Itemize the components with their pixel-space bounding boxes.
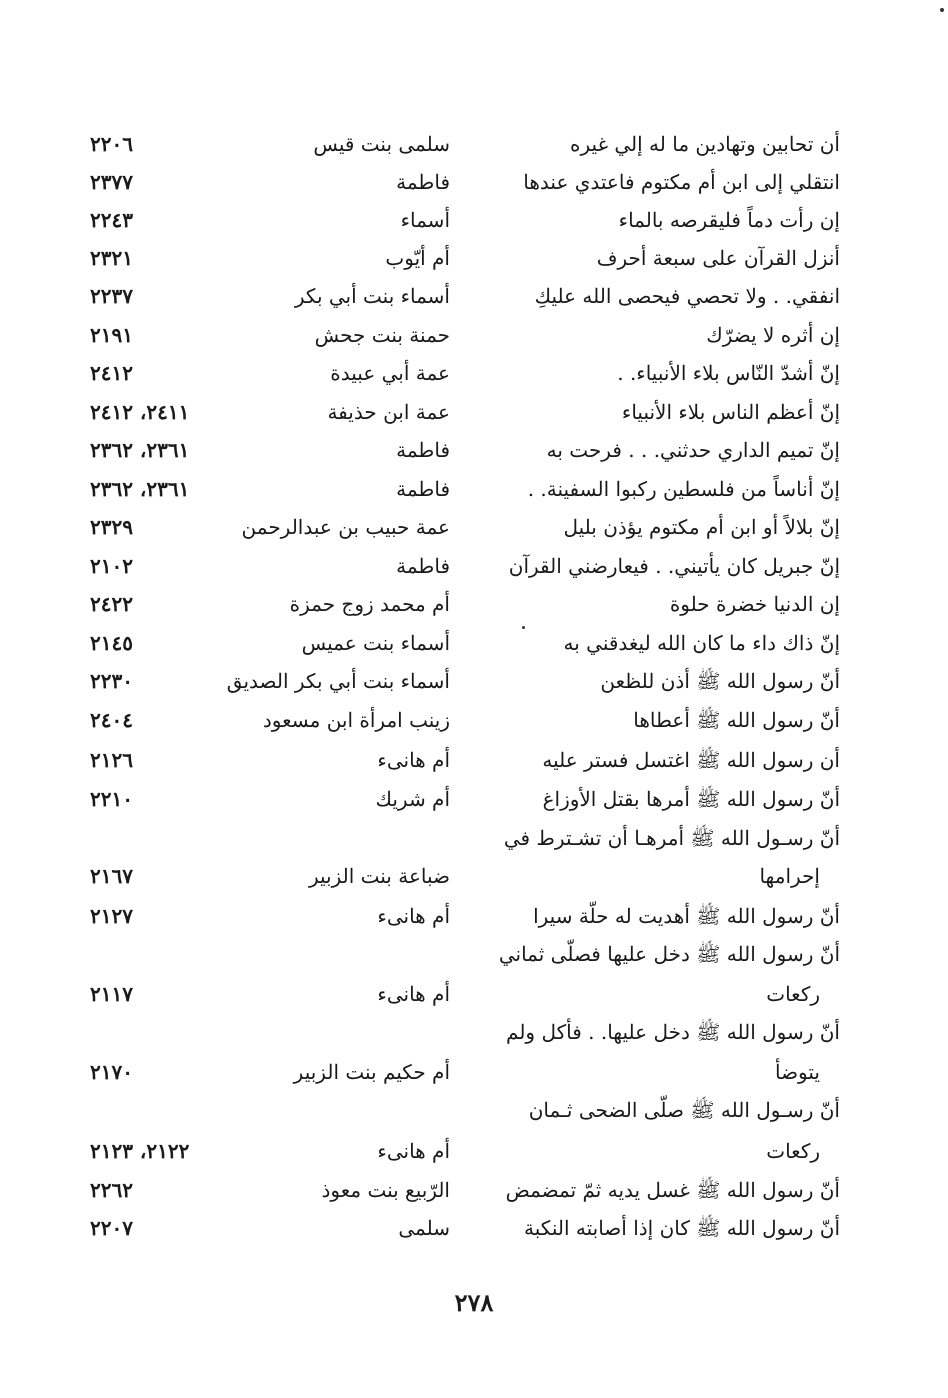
hadith-text: ركعات <box>766 1139 820 1163</box>
hadith-text: إنّ أناساً من فلسطين ركبوا السفينة. . <box>527 477 840 501</box>
narrator-name: أسماء بنت أبي بكر الصديق <box>226 669 450 693</box>
hadith-numbers <box>90 936 230 973</box>
index-row <box>90 1092 850 1129</box>
index-row <box>90 471 850 508</box>
narrator-name: عمة أبي عبيدة <box>330 361 450 385</box>
index-row <box>90 781 850 818</box>
hadith-text: أنّ رسـول الله ﷺ صلّى الضحى ثـمان <box>528 1098 840 1122</box>
hadith-text: أنّ رسـول الله ﷺ أمرهـا أن تشـترط في <box>503 826 840 850</box>
hadith-numbers: ٢٢٠٦ <box>90 132 133 156</box>
narrator-name: أم محمد زوج حمزة <box>289 592 450 616</box>
index-row <box>90 126 850 163</box>
narrator-name: أم هانىء <box>377 1139 450 1163</box>
hadith-numbers: ٢١٢٦ <box>90 748 133 772</box>
narrator-name: عمة ابن حذيفة <box>327 400 450 424</box>
hadith-text: أنّ رسول الله ﷺ دخل عليها فصلّى ثماني <box>498 942 840 966</box>
hadith-text: إن أثره لا يضرّك <box>706 323 840 347</box>
index-row <box>90 278 850 315</box>
hadith-text: انفقي. . ولا تحصي فيحصى الله عليكِ <box>534 284 840 308</box>
narrator-name: سلمى <box>398 1216 450 1240</box>
hadith-numbers: ٢٣٢١ <box>90 246 133 270</box>
hadith-text: انتقلي إلى ابن أم مكتوم فاعتدي عندها <box>523 170 840 194</box>
hadith-numbers: ٢١٧٠ <box>90 1060 133 1084</box>
hadith-text: إنّ جبريل كان يأتيني. . فيعارضني القرآن <box>508 554 840 578</box>
hadith-text: إن رأت دماً فليقرصه بالماء <box>618 208 840 232</box>
hadith-numbers: ٢٤٢٢ <box>90 592 133 616</box>
hadith-numbers: ٢٣٧٧ <box>90 170 133 194</box>
narrator-name: أم هانىء <box>377 748 450 772</box>
hadith-numbers: ٢٣٢٩ <box>90 515 133 539</box>
narrator-name <box>200 1092 450 1129</box>
hadith-numbers: ٢٤٠٤ <box>90 708 133 732</box>
hadith-numbers: ٢٣٦١، ٢٣٦٢ <box>90 477 190 501</box>
narrator-name: فاطمة <box>396 170 450 194</box>
narrator-name: أسماء بنت عميس <box>301 631 450 655</box>
hadith-text: إنّ بلالاً أو ابن أم مكتوم يؤذن بليل <box>563 515 840 539</box>
index-row <box>90 898 850 935</box>
hadith-text: أنّ رسول الله ﷺ غسل يديه ثمّ تمضمض <box>505 1178 840 1202</box>
hadith-numbers: ٢٢١٠ <box>90 787 133 811</box>
hadith-text: أنّ رسول الله ﷺ أهديت له حلّة سيرا <box>533 904 840 928</box>
hadith-text: ركعات <box>766 982 820 1006</box>
index-row <box>90 548 850 585</box>
hadith-numbers: ٢١١٧ <box>90 982 133 1006</box>
page-number: ٢٧٨ <box>454 1288 494 1317</box>
hadith-numbers: ٢٢٦٢ <box>90 1178 133 1202</box>
hadith-text: إنّ تميم الداري حدثني. . . فرحت به <box>546 438 840 462</box>
hadith-text: أنّ رسول الله ﷺ كان إذا أصابته النكبة <box>524 1216 840 1240</box>
hadith-numbers <box>90 1014 230 1051</box>
narrator-name: أسماء <box>400 208 450 232</box>
hadith-numbers: ٢١٢٧ <box>90 904 133 928</box>
hadith-numbers: ٢٣٦١، ٢٣٦٢ <box>90 438 190 462</box>
narrator-name: أم حكيم بنت الزبير <box>293 1060 450 1084</box>
hadith-numbers: ٢٤١١، ٢٤١٢ <box>90 400 190 424</box>
hadith-text: أن رسول الله ﷺ اغتسل فستر عليه <box>542 748 840 772</box>
hadith-numbers <box>90 1092 230 1129</box>
narrator-name <box>200 1014 450 1051</box>
hadith-text: إنّ ذاك داء ما كان الله ليغدقني به <box>563 631 840 655</box>
narrator-name: زينب امرأة ابن مسعود <box>262 708 450 732</box>
hadith-numbers <box>90 820 230 857</box>
narrator-name: فاطمة <box>396 477 450 501</box>
index-row <box>90 164 850 201</box>
hadith-numbers: ٢١٠٢ <box>90 554 133 578</box>
narrator-name: ضباعة بنت الزبير <box>308 864 450 888</box>
narrator-name: أم هانىء <box>377 982 450 1006</box>
index-row <box>90 1054 850 1091</box>
narrator-name: سلمى بنت قيس <box>313 132 450 156</box>
hadith-text: أنّ رسول الله ﷺ دخل عليها. . فأكل ولم <box>506 1020 840 1044</box>
index-row <box>90 1210 850 1247</box>
index-row <box>90 742 850 779</box>
hadith-text: أنّ رسول الله ﷺ أمرها بقتل الأوزاغ <box>542 787 840 811</box>
hadith-text: أنّ رسول الله ﷺ أعطاها <box>633 708 840 732</box>
index-row <box>90 202 850 239</box>
index-row <box>90 625 850 662</box>
narrator-name: أم هانىء <box>377 904 450 928</box>
narrator-name <box>200 936 450 973</box>
index-row <box>90 936 850 973</box>
narrator-name <box>200 820 450 857</box>
index-row <box>90 509 850 546</box>
index-row <box>90 820 850 857</box>
narrator-name: فاطمة <box>396 438 450 462</box>
hadith-numbers: ٢٢٣٠ <box>90 669 133 693</box>
hadith-numbers: ٢٢٤٣ <box>90 208 133 232</box>
index-row <box>90 702 850 739</box>
index-row <box>90 1133 850 1170</box>
index-row <box>90 394 850 431</box>
index-row <box>90 317 850 354</box>
index-row <box>90 355 850 392</box>
index-row <box>90 976 850 1013</box>
narrator-name: الرّبيع بنت معوذ <box>321 1178 450 1202</box>
hadith-numbers: ٢٢٠٧ <box>90 1216 133 1240</box>
index-row <box>90 663 850 700</box>
hadith-text: أنزل القرآن على سبعة أحرف <box>596 246 840 270</box>
narrator-name: عمة حبيب بن عبدالرحمن <box>241 515 450 539</box>
hadith-text: إنّ أشدّ النّاس بلاء الأنبياء. . <box>617 361 840 385</box>
hadith-numbers: ٢١٢٢، ٢١٢٣ <box>90 1139 190 1163</box>
narrator-name: حمنة بنت جحش <box>314 323 450 347</box>
hadith-text: إحرامها <box>759 864 820 888</box>
speck-mark <box>940 8 944 12</box>
narrator-name: أم أيّوب <box>385 246 450 270</box>
hadith-numbers: ٢١٩١ <box>90 323 133 347</box>
hadith-text: إنّ أعظم الناس بلاء الأنبياء <box>621 400 840 424</box>
hadith-numbers: ٢٢٣٧ <box>90 284 133 308</box>
hadith-text: أنّ رسول الله ﷺ أذن للظعن <box>600 669 840 693</box>
index-row <box>90 586 850 623</box>
index-row <box>90 240 850 277</box>
hadith-numbers: ٢١٦٧ <box>90 864 133 888</box>
hadith-numbers: ٢١٤٥ <box>90 631 133 655</box>
index-row <box>90 858 850 895</box>
index-row <box>90 1172 850 1209</box>
hadith-text: إن الدنيا خضرة حلوة <box>669 592 840 616</box>
hadith-numbers: ٢٤١٢ <box>90 361 133 385</box>
hadith-text: أن تحابين وتهادين ما له إلي غيره <box>570 132 840 156</box>
narrator-name: فاطمة <box>396 554 450 578</box>
narrator-name: أسماء بنت أبي بكر <box>294 284 450 308</box>
hadith-text: يتوضأ <box>774 1060 820 1084</box>
index-row <box>90 432 850 469</box>
index-row <box>90 1014 850 1051</box>
narrator-name: أم شريك <box>375 787 450 811</box>
